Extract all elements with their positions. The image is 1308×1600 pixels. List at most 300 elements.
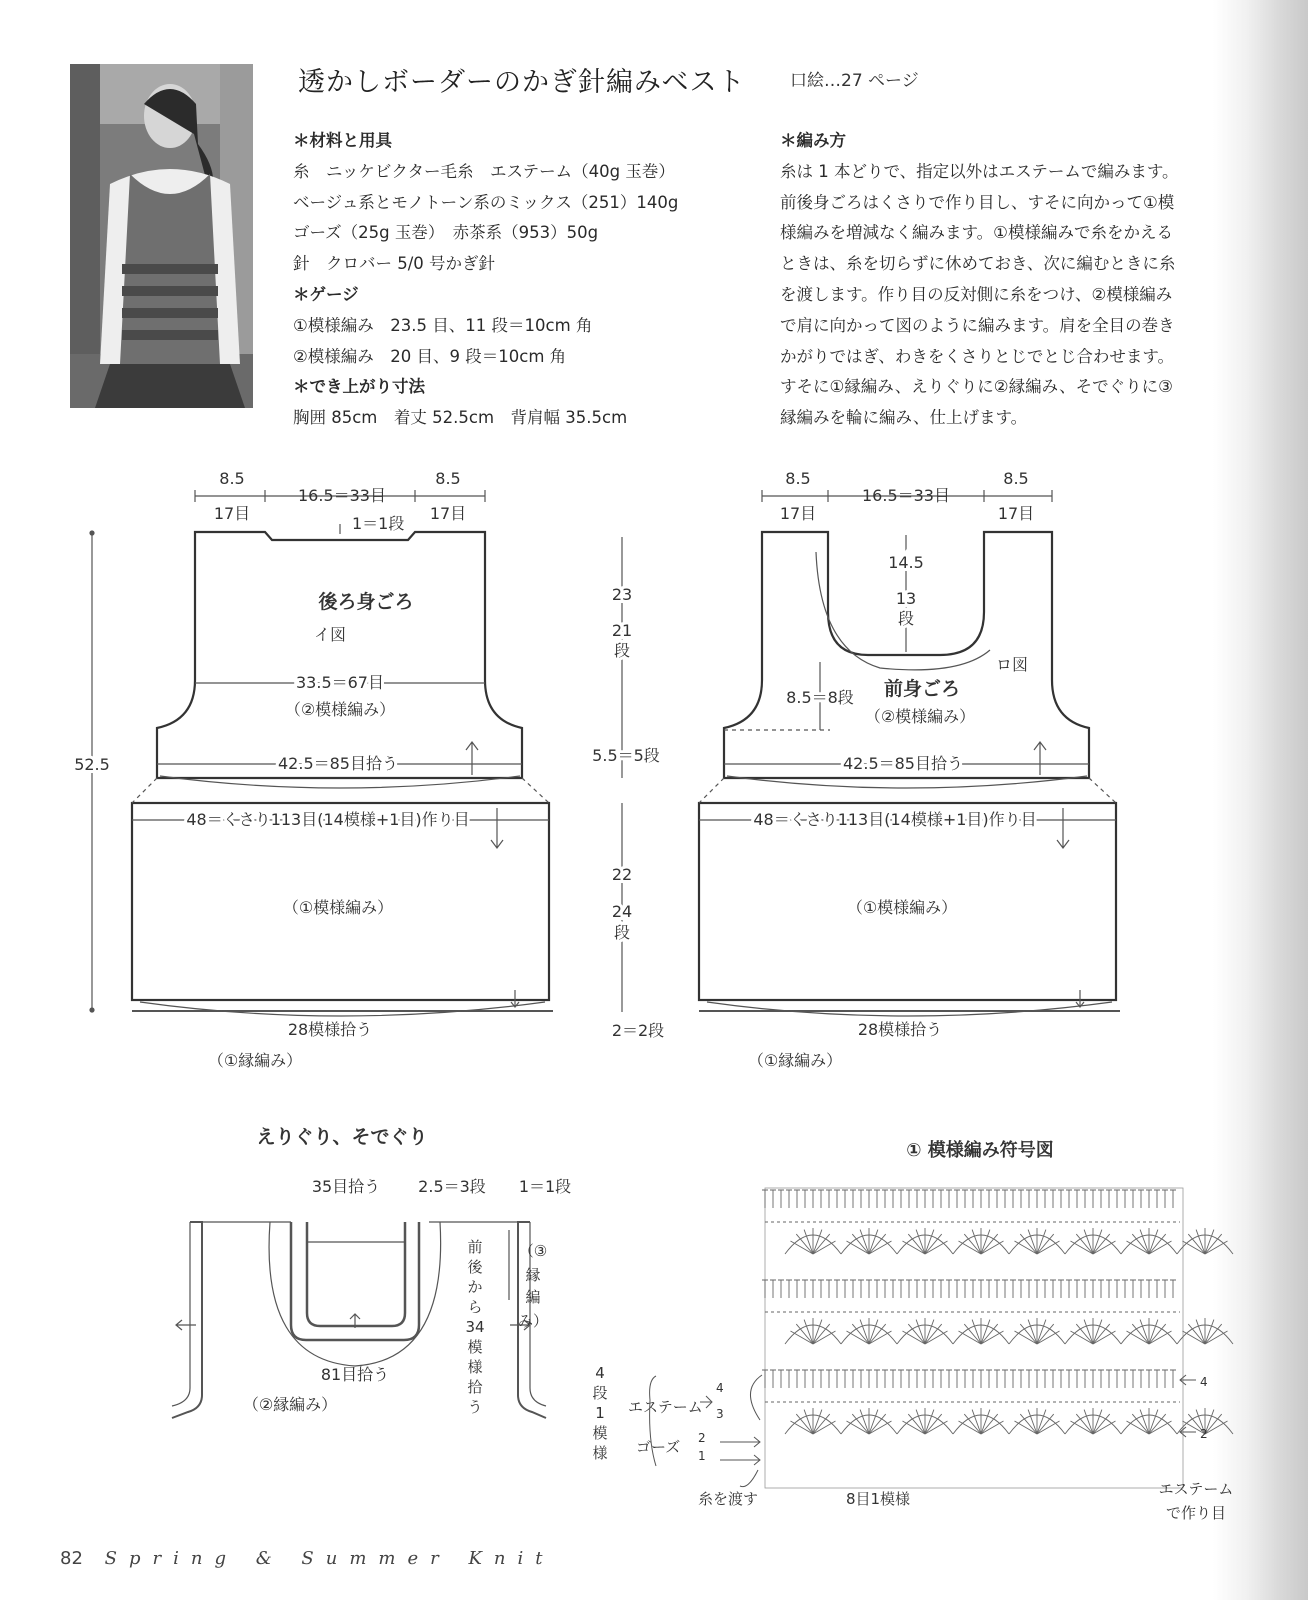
back-yoke-width: 33.5＝67目 bbox=[296, 673, 384, 692]
method-line: 糸は 1 本どりで、指定以外はエステームで編みます。 bbox=[780, 161, 1179, 181]
stitch-mark bbox=[1170, 1190, 1176, 1208]
stitch-mark bbox=[850, 1280, 856, 1298]
fan-stitch bbox=[1196, 1320, 1205, 1344]
stitch-mark bbox=[978, 1370, 984, 1388]
yarn-1-color: ベージュ系とモノトーン系のミックス（251）140g bbox=[293, 192, 679, 212]
fan-stitch bbox=[1037, 1421, 1060, 1434]
stitch-mark bbox=[906, 1280, 912, 1298]
stitch-mark bbox=[1090, 1190, 1096, 1208]
stitch-mark bbox=[802, 1370, 808, 1388]
gauge-1: ①模様編み 23.5 目、11 段＝10cm 角 bbox=[293, 315, 593, 335]
fan-stitch bbox=[1084, 1230, 1093, 1254]
stitch-mark bbox=[1018, 1190, 1024, 1208]
chart-row-num: 2 bbox=[698, 1431, 706, 1445]
fan-stitch bbox=[869, 1421, 892, 1434]
method-line: 縁編みを輪に編み、仕上げます。 bbox=[780, 408, 1028, 428]
fan-stitch bbox=[925, 1331, 948, 1344]
chart-repeat: 8目1模様 bbox=[845, 1490, 911, 1508]
stitch-mark bbox=[850, 1190, 856, 1208]
stitch-mark bbox=[994, 1190, 1000, 1208]
stitch-mark bbox=[1034, 1190, 1040, 1208]
front-fig-ref: ロ図 bbox=[995, 655, 1029, 674]
side-pick-char: 後 bbox=[467, 1258, 483, 1276]
fan-stitch bbox=[804, 1320, 813, 1344]
stitch-mark bbox=[1090, 1280, 1096, 1298]
fan-stitch bbox=[1014, 1241, 1037, 1254]
fan-stitch bbox=[1093, 1241, 1116, 1254]
stitch-mark bbox=[898, 1370, 904, 1388]
neck-edge-2: （②縁編み） bbox=[242, 1395, 338, 1414]
stitch-mark bbox=[930, 1190, 936, 1208]
stitch-mark bbox=[946, 1190, 952, 1208]
stitch-mark bbox=[914, 1370, 920, 1388]
fan-stitch bbox=[1093, 1320, 1102, 1344]
back-neck-rows: 1＝1段 bbox=[352, 514, 405, 533]
fan-stitch bbox=[958, 1331, 981, 1344]
stitch-mark bbox=[874, 1280, 880, 1298]
stitch-mark bbox=[986, 1370, 992, 1388]
fan-stitch bbox=[1149, 1421, 1172, 1434]
front-st-left: 17目 bbox=[779, 504, 817, 523]
fan-stitch bbox=[790, 1241, 813, 1254]
fan-stitch bbox=[813, 1331, 836, 1344]
stitch-mark bbox=[922, 1190, 928, 1208]
stitch-mark bbox=[1066, 1370, 1072, 1388]
fan-stitch bbox=[902, 1421, 925, 1434]
size-heading: ＊でき上がり寸法 bbox=[293, 377, 425, 397]
fan-stitch bbox=[925, 1230, 934, 1254]
stitch-mark bbox=[834, 1190, 840, 1208]
front-cast-on: 48＝くさり113目(14模様+1目)作り目 bbox=[753, 810, 1037, 829]
stitch-mark bbox=[1130, 1190, 1136, 1208]
stitch-mark bbox=[874, 1190, 880, 1208]
stitch-mark bbox=[946, 1370, 952, 1388]
side-pick-char: 拾 bbox=[467, 1378, 483, 1396]
fan-stitch bbox=[1037, 1230, 1046, 1254]
stitch-mark bbox=[930, 1370, 936, 1388]
fan-stitch bbox=[1084, 1320, 1093, 1344]
fan-stitch bbox=[981, 1320, 990, 1344]
side-pick-char: ら bbox=[467, 1298, 483, 1316]
title-page-ref: 口絵…27 ページ bbox=[790, 71, 919, 91]
armhole-rows: 5.5＝5段 bbox=[592, 746, 660, 765]
front-yoke-pattern: （②模様編み） bbox=[864, 707, 976, 726]
lower-rows: 24 bbox=[611, 902, 633, 921]
stitch-mark bbox=[1034, 1370, 1040, 1388]
neck-sleeve-title: えりぐり、そでぐり bbox=[256, 1126, 428, 1148]
back-st-right: 17目 bbox=[429, 504, 467, 523]
stitch-mark bbox=[826, 1190, 832, 1208]
stitch-mark bbox=[946, 1280, 952, 1298]
stitch-mark bbox=[834, 1370, 840, 1388]
stitch-mark bbox=[1058, 1280, 1064, 1298]
fan-stitch bbox=[925, 1421, 948, 1434]
stitch-mark bbox=[1042, 1280, 1048, 1298]
chart-yarn-b: ゴーズ bbox=[636, 1438, 681, 1456]
fan-stitch bbox=[1140, 1230, 1149, 1254]
fan-stitch bbox=[925, 1320, 934, 1344]
fan-stitch bbox=[1149, 1331, 1172, 1344]
stitch-mark bbox=[786, 1370, 792, 1388]
fan-stitch bbox=[869, 1230, 878, 1254]
fan-stitch bbox=[1182, 1241, 1205, 1254]
fan-stitch bbox=[925, 1241, 948, 1254]
stitch-mark bbox=[970, 1190, 976, 1208]
fan-stitch bbox=[1037, 1410, 1046, 1434]
method-line: 様編みを増減なく編みます。①模様編みで糸をかえる bbox=[780, 223, 1173, 243]
fan-stitch bbox=[902, 1241, 925, 1254]
side-pick-char: 様 bbox=[467, 1358, 483, 1376]
fan-stitch bbox=[1037, 1320, 1046, 1344]
fan-stitch bbox=[1149, 1410, 1158, 1434]
finished-size: 胸囲 85cm 着丈 52.5cm 背肩幅 35.5cm bbox=[293, 408, 628, 428]
fan-stitch bbox=[972, 1320, 981, 1344]
fan-stitch bbox=[869, 1241, 892, 1254]
chart-yarn-a: エステーム bbox=[628, 1398, 703, 1416]
stitch-mark bbox=[962, 1190, 968, 1208]
stitch-mark bbox=[778, 1280, 784, 1298]
stitch-mark bbox=[1106, 1370, 1112, 1388]
stitch-mark bbox=[1082, 1190, 1088, 1208]
fan-stitch bbox=[804, 1410, 813, 1434]
stitch-mark bbox=[1170, 1280, 1176, 1298]
stitch-mark bbox=[986, 1280, 992, 1298]
back-pickup: 42.5＝85目拾う bbox=[278, 754, 398, 773]
front-neck-cm: 14.5 bbox=[888, 553, 924, 572]
stitch-mark bbox=[978, 1280, 984, 1298]
fan-stitch bbox=[1028, 1230, 1037, 1254]
fan-stitch bbox=[790, 1421, 813, 1434]
neck-rows-3: 2.5＝3段 bbox=[418, 1177, 486, 1196]
stitch-mark bbox=[866, 1280, 872, 1298]
stitch-mark bbox=[1002, 1280, 1008, 1298]
fan-stitch bbox=[846, 1331, 869, 1344]
back-piece-name: 後ろ身ごろ bbox=[318, 591, 414, 613]
fan-stitch bbox=[1014, 1421, 1037, 1434]
stitch-mark bbox=[1074, 1190, 1080, 1208]
fan-stitch bbox=[916, 1410, 925, 1434]
lower-unit: 段 bbox=[613, 923, 631, 942]
stitch-mark bbox=[1034, 1280, 1040, 1298]
fan-stitch bbox=[1140, 1410, 1149, 1434]
stitch-mark bbox=[1106, 1280, 1112, 1298]
fan-stitch bbox=[1205, 1331, 1228, 1344]
stitch-mark bbox=[1170, 1370, 1176, 1388]
fan-stitch bbox=[869, 1320, 878, 1344]
fan-stitch bbox=[1149, 1230, 1158, 1254]
stitch-mark bbox=[938, 1370, 944, 1388]
stitch-mark bbox=[1074, 1280, 1080, 1298]
front-neck-side: 8.5＝8段 bbox=[786, 688, 854, 707]
stitch-mark bbox=[858, 1190, 864, 1208]
stitch-mark bbox=[1138, 1280, 1144, 1298]
stitch-mark bbox=[810, 1190, 816, 1208]
front-neck-rows: 13 bbox=[895, 589, 917, 608]
yarn-1: 糸 ニッケビクター毛糸 エステーム（40g 玉巻） bbox=[293, 161, 675, 181]
fan-stitch bbox=[860, 1410, 869, 1434]
fan-stitch bbox=[813, 1421, 836, 1434]
stitch-mark bbox=[1098, 1370, 1104, 1388]
fan-stitch bbox=[1070, 1331, 1093, 1344]
fan-stitch bbox=[813, 1230, 822, 1254]
stitch-mark bbox=[1042, 1190, 1048, 1208]
stitch-mark bbox=[1122, 1280, 1128, 1298]
stitch-mark bbox=[906, 1190, 912, 1208]
stitch-mark bbox=[970, 1370, 976, 1388]
stitch-mark bbox=[898, 1190, 904, 1208]
side-pick-char: 模 bbox=[467, 1338, 483, 1356]
stitch-mark bbox=[1162, 1370, 1168, 1388]
method-line: 前後身ごろはくさりで作り目し、すそに向かって①模 bbox=[780, 192, 1175, 212]
gauge-heading: ＊ゲージ bbox=[293, 284, 359, 304]
stitch-mark bbox=[794, 1370, 800, 1388]
stitch-mark bbox=[994, 1370, 1000, 1388]
fan-stitch bbox=[916, 1320, 925, 1344]
front-body-pattern: （①模様編み） bbox=[846, 898, 958, 917]
fan-stitch bbox=[813, 1410, 822, 1434]
stitch-mark bbox=[866, 1370, 872, 1388]
stitch-mark bbox=[970, 1280, 976, 1298]
fan-stitch bbox=[972, 1410, 981, 1434]
stitch-mark bbox=[1162, 1190, 1168, 1208]
stitch-mark bbox=[818, 1280, 824, 1298]
stitch-mark bbox=[770, 1190, 776, 1208]
stitch-mark bbox=[962, 1370, 968, 1388]
fan-stitch bbox=[1126, 1241, 1149, 1254]
front-w-right: 8.5 bbox=[1003, 469, 1029, 488]
stitch-mark bbox=[858, 1280, 864, 1298]
stitch-mark bbox=[906, 1370, 912, 1388]
stitch-mark bbox=[866, 1190, 872, 1208]
stitch-mark bbox=[954, 1190, 960, 1208]
fan-stitch bbox=[1028, 1410, 1037, 1434]
stitch-mark bbox=[818, 1190, 824, 1208]
side-pick-char: か bbox=[467, 1278, 483, 1296]
fan-stitch bbox=[1126, 1331, 1149, 1344]
back-w-mid: 16.5＝33目 bbox=[298, 486, 386, 505]
stitch-mark bbox=[778, 1370, 784, 1388]
side-pick-char: う bbox=[467, 1398, 483, 1416]
stitch-mark bbox=[1098, 1190, 1104, 1208]
stitch-mark bbox=[882, 1280, 888, 1298]
stitch-mark bbox=[1058, 1190, 1064, 1208]
stitch-mark bbox=[818, 1370, 824, 1388]
fan-stitch bbox=[790, 1331, 813, 1344]
fan-stitch bbox=[1205, 1421, 1228, 1434]
chart-left-row: 模 bbox=[592, 1424, 608, 1442]
upper-unit: 段 bbox=[613, 641, 631, 660]
stitch-mark bbox=[1026, 1190, 1032, 1208]
fan-stitch bbox=[1084, 1410, 1093, 1434]
stitch-mark bbox=[986, 1190, 992, 1208]
method-line: かがりではぎ、わきをくさりとじでとじ合わせます。 bbox=[780, 346, 1175, 366]
fan-stitch bbox=[1126, 1421, 1149, 1434]
fan-stitch bbox=[981, 1241, 1004, 1254]
back-hem-edge: （①縁編み） bbox=[207, 1051, 303, 1070]
stitch-mark bbox=[1010, 1190, 1016, 1208]
fan-stitch bbox=[869, 1410, 878, 1434]
stitch-mark bbox=[1154, 1370, 1160, 1388]
fan-stitch bbox=[1196, 1230, 1205, 1254]
stitch-mark bbox=[1050, 1280, 1056, 1298]
chart-title: ① 模様編み符号図 bbox=[906, 1140, 1054, 1161]
stitch-mark bbox=[802, 1280, 808, 1298]
fan-stitch bbox=[846, 1241, 869, 1254]
stitch-mark bbox=[1018, 1370, 1024, 1388]
stitch-mark bbox=[1058, 1370, 1064, 1388]
stitch-mark bbox=[890, 1190, 896, 1208]
fan-stitch bbox=[981, 1230, 990, 1254]
stitch-mark bbox=[1114, 1190, 1120, 1208]
yarn-2: ゴーズ（25g 玉巻） 赤茶系（953）50g bbox=[293, 223, 599, 243]
chart-start-1: エステーム bbox=[1158, 1480, 1234, 1498]
stitch-mark bbox=[1122, 1370, 1128, 1388]
fan-stitch bbox=[1037, 1331, 1060, 1344]
back-yoke-outline bbox=[157, 532, 522, 778]
fan-stitch bbox=[1093, 1410, 1102, 1434]
side-pick-char: 34 bbox=[465, 1318, 485, 1336]
stitch-mark bbox=[834, 1280, 840, 1298]
stitch-mark bbox=[978, 1190, 984, 1208]
stitch-mark bbox=[1122, 1190, 1128, 1208]
stitch-mark bbox=[1002, 1190, 1008, 1208]
method-line: すそに①縁編み、えりぐりに②縁編み、そでぐりに③ bbox=[780, 377, 1173, 397]
fan-stitch bbox=[813, 1241, 836, 1254]
stitch-mark bbox=[1082, 1370, 1088, 1388]
edge3-char: 縁 bbox=[525, 1266, 541, 1284]
fan-stitch bbox=[981, 1410, 990, 1434]
hem-rows: 2＝2段 bbox=[611, 1021, 665, 1040]
side-pick-char: 前 bbox=[467, 1238, 483, 1256]
stitch-mark bbox=[794, 1190, 800, 1208]
fan-stitch bbox=[813, 1320, 822, 1344]
stitch-mark bbox=[1162, 1280, 1168, 1298]
edge3-char: み） bbox=[517, 1312, 549, 1330]
front-hem-edge: （①縁編み） bbox=[747, 1051, 843, 1070]
fan-stitch bbox=[958, 1421, 981, 1434]
stitch-mark bbox=[938, 1190, 944, 1208]
fan-stitch bbox=[958, 1241, 981, 1254]
fan-stitch bbox=[981, 1421, 1004, 1434]
upper-rows: 21 bbox=[611, 621, 633, 640]
stitch-mark bbox=[890, 1280, 896, 1298]
fan-stitch bbox=[1014, 1331, 1037, 1344]
method-line: ときは、糸を切らずに休めておき、次に編むときに糸 bbox=[780, 254, 1176, 274]
stitch-mark bbox=[922, 1370, 928, 1388]
method-line: で肩に向かって図のように編みます。肩を全目の巻き bbox=[780, 315, 1175, 335]
fan-stitch bbox=[972, 1230, 981, 1254]
stitch-mark bbox=[1114, 1370, 1120, 1388]
stitch-mark bbox=[938, 1280, 944, 1298]
chart-left-row: 1 bbox=[595, 1404, 605, 1422]
fan-stitch bbox=[1205, 1230, 1214, 1254]
fan-stitch bbox=[1149, 1241, 1172, 1254]
stitch-mark bbox=[1098, 1280, 1104, 1298]
stitch-mark bbox=[1146, 1370, 1152, 1388]
stitch-mark bbox=[1146, 1280, 1152, 1298]
back-yoke-pattern: （②模様編み） bbox=[284, 700, 396, 719]
fan-stitch bbox=[1037, 1241, 1060, 1254]
stitch-mark bbox=[1130, 1370, 1136, 1388]
stitch-mark bbox=[858, 1370, 864, 1388]
stitch-mark bbox=[882, 1190, 888, 1208]
stitch-mark bbox=[994, 1280, 1000, 1298]
stitch-mark bbox=[842, 1370, 848, 1388]
fan-stitch bbox=[1028, 1320, 1037, 1344]
back-hem-pick: 28模様拾う bbox=[287, 1020, 373, 1039]
stitch-mark bbox=[898, 1280, 904, 1298]
stitch-mark bbox=[1090, 1370, 1096, 1388]
fan-stitch bbox=[1070, 1241, 1093, 1254]
stitch-mark bbox=[1130, 1280, 1136, 1298]
fan-stitch bbox=[869, 1331, 892, 1344]
stitch-mark bbox=[842, 1190, 848, 1208]
front-pickup: 42.5＝85目拾う bbox=[843, 754, 963, 773]
stitch-mark bbox=[762, 1190, 768, 1208]
stitch-mark bbox=[962, 1280, 968, 1298]
back-w-left: 8.5 bbox=[219, 469, 245, 488]
fan-stitch bbox=[1205, 1241, 1228, 1254]
stitch-mark bbox=[874, 1370, 880, 1388]
needle: 針 クロバー 5/0 号かぎ針 bbox=[293, 254, 496, 274]
materials-heading: ＊材料と用具 bbox=[293, 131, 392, 150]
gauge-2: ②模様編み 20 目、9 段＝10cm 角 bbox=[293, 346, 567, 366]
fan-stitch bbox=[925, 1410, 934, 1434]
fan-stitch bbox=[1149, 1320, 1158, 1344]
chart-left-row: 段 bbox=[592, 1384, 608, 1402]
stitch-mark bbox=[762, 1370, 768, 1388]
stitch-mark bbox=[1026, 1370, 1032, 1388]
chart-row-num: 1 bbox=[698, 1449, 706, 1463]
stitch-mark bbox=[762, 1280, 768, 1298]
stitch-mark bbox=[914, 1280, 920, 1298]
neck-pick-35: 35目拾う bbox=[311, 1177, 381, 1196]
front-w-left: 8.5 bbox=[785, 469, 811, 488]
fan-stitch bbox=[846, 1421, 869, 1434]
fan-stitch bbox=[1093, 1230, 1102, 1254]
fan-stitch bbox=[902, 1331, 925, 1344]
stitch-mark bbox=[1010, 1280, 1016, 1298]
fan-stitch bbox=[1182, 1331, 1205, 1344]
fan-stitch bbox=[860, 1320, 869, 1344]
chart-left-row: 様 bbox=[592, 1444, 608, 1462]
upper-cm: 23 bbox=[611, 585, 633, 604]
stitch-mark bbox=[770, 1370, 776, 1388]
stitch-mark bbox=[922, 1280, 928, 1298]
fan-stitch bbox=[1093, 1421, 1116, 1434]
stitch-mark bbox=[1018, 1280, 1024, 1298]
stitch-mark bbox=[914, 1190, 920, 1208]
chart-right-row: 2 bbox=[1200, 1427, 1208, 1441]
stitch-mark bbox=[1106, 1190, 1112, 1208]
stitch-mark bbox=[1146, 1190, 1152, 1208]
magazine-brand: Spring & Summer Knit bbox=[104, 1548, 555, 1569]
neck-rows-1: 1＝1段 bbox=[518, 1177, 572, 1196]
stitch-mark bbox=[770, 1280, 776, 1298]
front-hem-pick: 28模様拾う bbox=[857, 1020, 943, 1039]
stitch-mark bbox=[842, 1280, 848, 1298]
fan-stitch bbox=[1093, 1331, 1116, 1344]
stitch-mark bbox=[1074, 1370, 1080, 1388]
back-st-left: 17目 bbox=[213, 504, 251, 523]
fan-stitch bbox=[1070, 1421, 1093, 1434]
stitch-mark bbox=[778, 1190, 784, 1208]
fan-stitch bbox=[916, 1230, 925, 1254]
front-neck-unit: 段 bbox=[897, 609, 915, 628]
fan-stitch bbox=[1205, 1320, 1214, 1344]
neck-pick-81: 81目拾う bbox=[320, 1365, 390, 1384]
stitch-mark bbox=[786, 1190, 792, 1208]
